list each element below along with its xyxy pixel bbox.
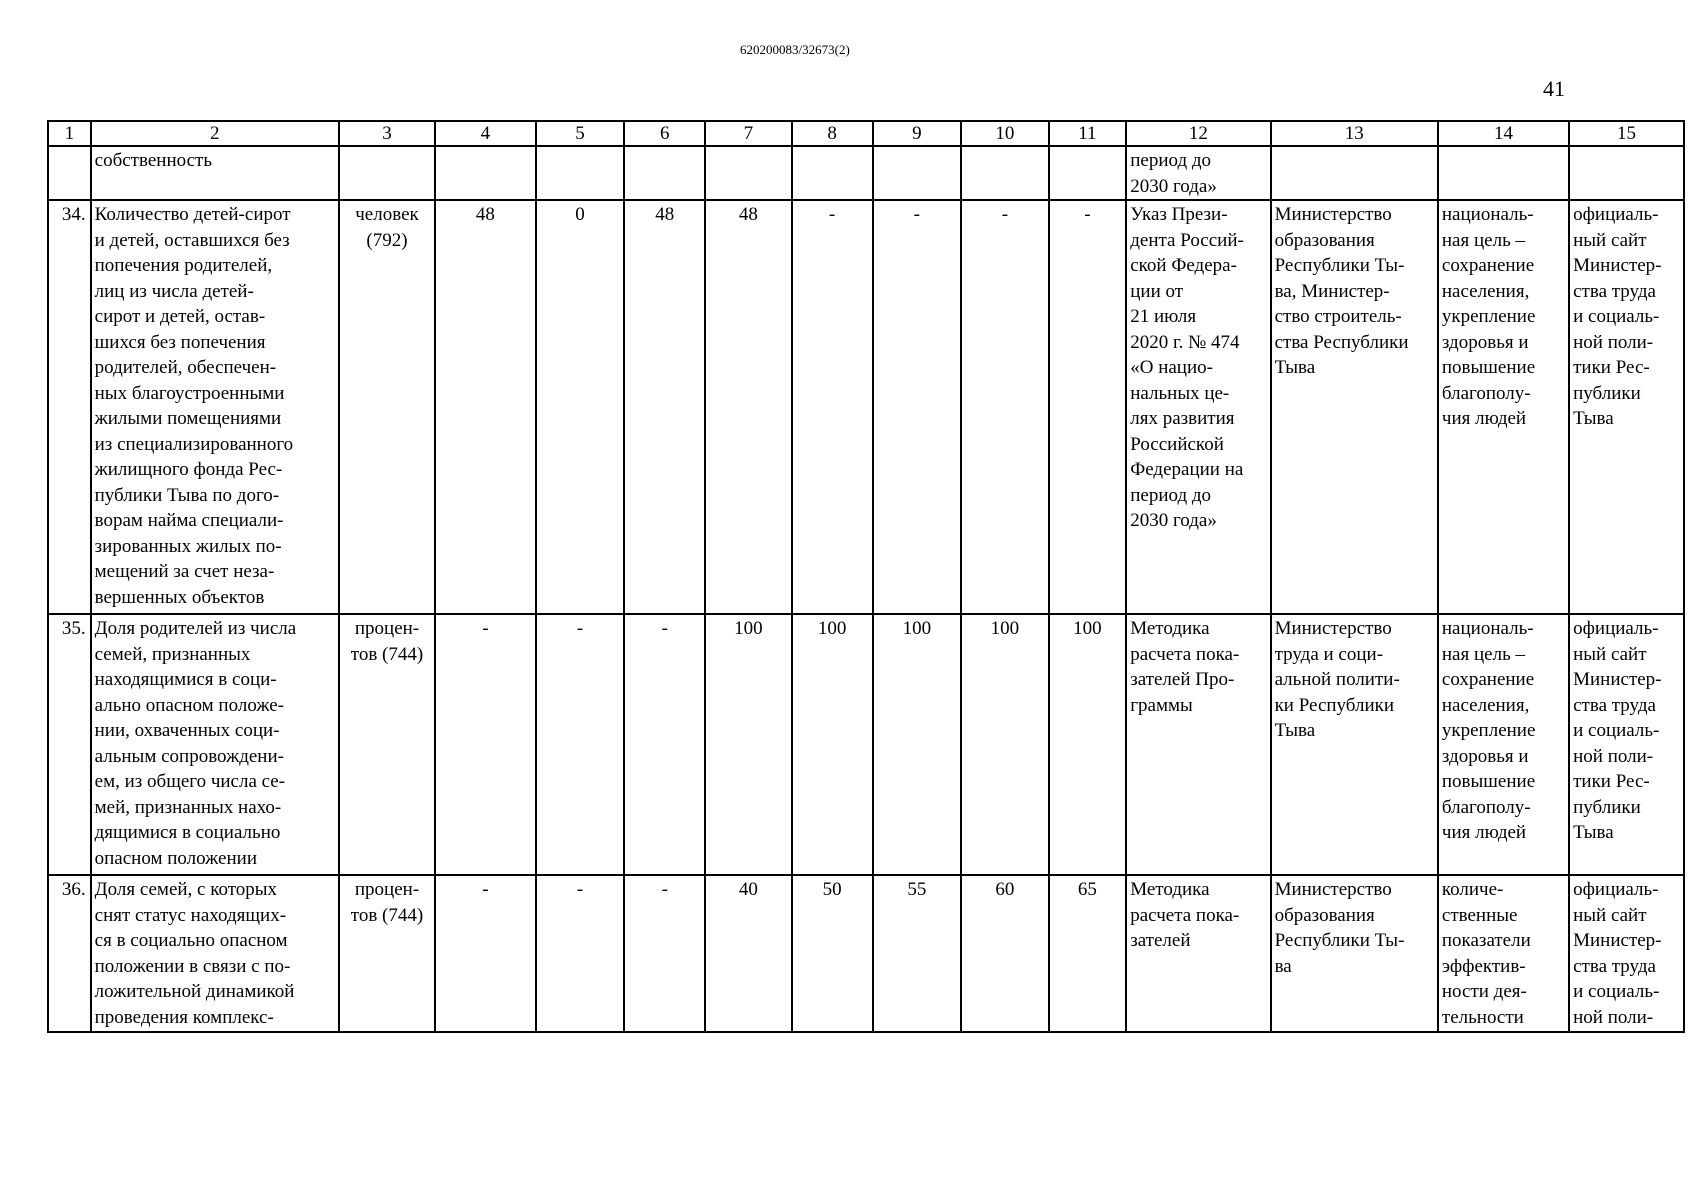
row-number-cell — [48, 146, 91, 200]
value-cell: - — [536, 614, 625, 875]
responsible-cell — [1271, 146, 1438, 200]
value-cell: 65 — [1049, 875, 1127, 1032]
value-cell: - — [624, 875, 705, 1032]
value-cell — [873, 146, 962, 200]
value-cell — [705, 146, 791, 200]
value-cell: 48 — [705, 200, 791, 614]
unit-cell: процен- тов (744) — [339, 614, 435, 875]
col-number: 3 — [339, 121, 435, 146]
value-cell — [792, 146, 873, 200]
col-number: 7 — [705, 121, 791, 146]
col-number: 6 — [624, 121, 705, 146]
goal-cell — [1438, 146, 1569, 200]
indicator-cell: Доля семей, с которых снят статус находящих- ся в социально опасном положении в связи с по- ложительной динамикой проведения комплекс- — [91, 875, 339, 1032]
unit-cell: человек (792) — [339, 200, 435, 614]
value-cell: 100 — [1049, 614, 1127, 875]
page-number: 41 — [1543, 76, 1565, 101]
row-number-cell: 34. — [48, 200, 91, 614]
indicator-cell: собственность — [91, 146, 339, 200]
value-cell: 55 — [873, 875, 962, 1032]
source-cell: официаль- ный сайт Министер- ства труда и социаль- ной поли- тики Рес- публики Тыва — [1569, 614, 1684, 875]
goal-cell: националь- ная цель – сохранение населения, укрепление здоровья и повышение благополу- чия людей — [1438, 200, 1569, 614]
responsible-cell: Министерство образования Республики Ты- ва, Министер- ство строитель- ства Республики Тыва — [1271, 200, 1438, 614]
col-number: 15 — [1569, 121, 1684, 146]
basis-cell: Методика расчета пока- зателей — [1126, 875, 1270, 1032]
value-cell: 100 — [792, 614, 873, 875]
unit-cell — [339, 146, 435, 200]
responsible-cell: Министерство труда и соци- альной полити- ки Республики Тыва — [1271, 614, 1438, 875]
value-cell: 100 — [705, 614, 791, 875]
value-cell — [624, 146, 705, 200]
source-cell — [1569, 146, 1684, 200]
value-cell: 0 — [536, 200, 625, 614]
column-number-row — [48, 121, 1684, 146]
table-row — [48, 200, 1684, 614]
col-number: 9 — [873, 121, 962, 146]
col-number: 12 — [1126, 121, 1270, 146]
value-cell: - — [624, 614, 705, 875]
value-cell: 50 — [792, 875, 873, 1032]
value-cell: - — [961, 200, 1048, 614]
source-cell: официаль- ный сайт Министер- ства труда и социаль- ной поли- — [1569, 875, 1684, 1032]
document-id: 620200083/32673(2) — [740, 42, 850, 57]
value-cell: 40 — [705, 875, 791, 1032]
value-cell: - — [435, 875, 536, 1032]
col-number: 13 — [1271, 121, 1438, 146]
table-row — [48, 614, 1684, 875]
value-cell: 48 — [435, 200, 536, 614]
responsible-cell: Министерство образования Республики Ты- ва — [1271, 875, 1438, 1032]
value-cell — [536, 146, 625, 200]
value-cell: - — [435, 614, 536, 875]
goal-cell: националь- ная цель – сохранение населения, укрепление здоровья и повышение благополу- чия людей — [1438, 614, 1569, 875]
col-number: 2 — [91, 121, 339, 146]
value-cell: 100 — [873, 614, 962, 875]
basis-cell: период до 2030 года» — [1126, 146, 1270, 200]
value-cell: 100 — [961, 614, 1048, 875]
indicator-cell: Количество детей-сирот и детей, оставшихся без попечения родителей, лиц из числа детей- сирот и детей, остав- шихся без попечения родителей, обеспечен- ных благоустроенными жилыми помещениями из специализированного жилищного фонда Рес- публики Тыва по дого- ворам найма специали- зированных жилых по- мещений за счет неза- вершенных объектов — [91, 200, 339, 614]
value-cell: - — [1049, 200, 1127, 614]
value-cell: 48 — [624, 200, 705, 614]
value-cell — [961, 146, 1048, 200]
col-number: 8 — [792, 121, 873, 146]
value-cell — [1049, 146, 1127, 200]
indicator-cell: Доля родителей из числа семей, признанных находящимися в соци- ально опасном положе- нии, охваченных соци- альным сопровождени- ем, из общего числа се- мей, признанных нахо- дящимися в социально опасном положении — [91, 614, 339, 875]
row-number-cell: 36. — [48, 875, 91, 1032]
value-cell: - — [792, 200, 873, 614]
source-cell: официаль- ный сайт Министер- ства труда и социаль- ной поли- тики Рес- публики Тыва — [1569, 200, 1684, 614]
table-row — [48, 875, 1684, 1032]
col-number: 1 — [48, 121, 91, 146]
col-number: 14 — [1438, 121, 1569, 146]
col-number: 5 — [536, 121, 625, 146]
value-cell: - — [536, 875, 625, 1032]
value-cell: - — [873, 200, 962, 614]
indicators-table — [47, 120, 1685, 1033]
goal-cell: количе- ственные показатели эффектив- ности дея- тельности — [1438, 875, 1569, 1032]
basis-cell: Методика расчета пока- зателей Про- граммы — [1126, 614, 1270, 875]
unit-cell: процен- тов (744) — [339, 875, 435, 1032]
value-cell — [435, 146, 536, 200]
value-cell: 60 — [961, 875, 1048, 1032]
col-number: 11 — [1049, 121, 1127, 146]
basis-cell: Указ Прези- дента Россий- ской Федера- ции от 21 июля 2020 г. № 474 «О нацио- нальных це- лях развития Российской Федерации на период до 2030 года» — [1126, 200, 1270, 614]
col-number: 4 — [435, 121, 536, 146]
continuation-row — [48, 146, 1684, 200]
col-number: 10 — [961, 121, 1048, 146]
row-number-cell: 35. — [48, 614, 91, 875]
